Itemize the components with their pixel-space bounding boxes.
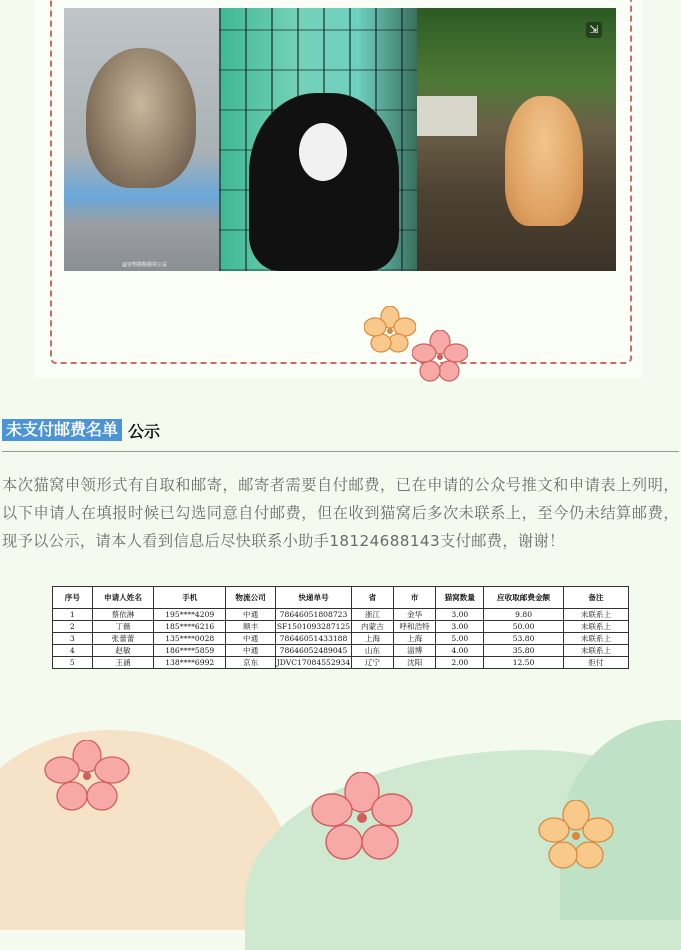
- black-cat-face: [299, 123, 347, 181]
- cell-city: 呼和浩特: [393, 621, 435, 633]
- photo-orange-cat[interactable]: [417, 8, 616, 271]
- col-header: 省: [351, 587, 393, 609]
- cell-quantity: 5.00: [436, 633, 484, 645]
- col-header: 应收取邮费金额: [484, 587, 564, 609]
- cell-quantity: 3.00: [436, 621, 484, 633]
- black-cat-shape: [249, 93, 399, 271]
- cell-courier: 顺丰: [226, 621, 276, 633]
- cell-remark: 未联系上: [563, 609, 628, 621]
- photo-watermark: @宠物猫粮猫窝公益: [122, 262, 168, 268]
- flower-icon: [310, 772, 414, 862]
- cell-index: 1: [53, 609, 93, 621]
- cell-remark: 未联系上: [563, 633, 628, 645]
- export-icon[interactable]: ⇲: [586, 22, 602, 38]
- cell-phone: 186****5859: [154, 645, 226, 657]
- cell-courier: 京东: [226, 657, 276, 669]
- cell-city: 上海: [393, 633, 435, 645]
- cell-index: 2: [53, 621, 93, 633]
- cell-amount: 53.80: [484, 633, 564, 645]
- cell-phone: 135****0028: [154, 633, 226, 645]
- photo-tabby-cat[interactable]: [64, 8, 219, 271]
- cell-name: 张蕾蕾: [92, 633, 154, 645]
- tabby-cat-shape: [86, 48, 196, 188]
- cell-name: 蔡依淋: [92, 609, 154, 621]
- flower-icon: [412, 330, 468, 384]
- table-header-row: [53, 587, 629, 609]
- flower-icon: [364, 306, 416, 354]
- cell-province: 山东: [351, 645, 393, 657]
- cell-amount: 12.50: [484, 657, 564, 669]
- cell-index: 5: [53, 657, 93, 669]
- notice-paragraph: 本次猫窝申领形式有自取和邮寄，邮寄者需要自付邮费，已在申请的公众号推文和申请表上列明，以下申请人在填报时候已勾选同意自付邮费，但在收到猫窝后多次未联系上，至今仍未结算邮费，现予以公示，请本人看到信息后尽快联系小助手18124688143支付邮费，谢谢！: [2, 476, 679, 550]
- col-header: 猫窝数量: [436, 587, 484, 609]
- photo-black-white-cat[interactable]: [219, 8, 417, 271]
- cell-name: 丁薇: [92, 621, 154, 633]
- flower-icon: [538, 800, 614, 872]
- cell-amount: 50.00: [484, 621, 564, 633]
- table-row: [53, 657, 629, 669]
- cell-tracking: 78646052489045: [276, 645, 352, 657]
- cell-courier: 中通: [226, 645, 276, 657]
- col-header: 市: [393, 587, 435, 609]
- section-header: [2, 419, 160, 441]
- cell-courier: 中通: [226, 609, 276, 621]
- cat-photo-gallery: [64, 8, 616, 271]
- cell-province: 辽宁: [351, 657, 393, 669]
- cell-province: 上海: [351, 633, 393, 645]
- cell-quantity: 3.00: [436, 609, 484, 621]
- col-header: 申请人姓名: [92, 587, 154, 609]
- cell-phone: 195****4209: [154, 609, 226, 621]
- cell-courier: 中通: [226, 633, 276, 645]
- cell-city: 沈阳: [393, 657, 435, 669]
- cell-amount: 35.80: [484, 645, 564, 657]
- cell-remark: 未联系上: [563, 645, 628, 657]
- section-tag: 未支付邮费名单: [2, 419, 122, 441]
- cell-index: 4: [53, 645, 93, 657]
- cell-index: 3: [53, 633, 93, 645]
- cell-amount: 9.80: [484, 609, 564, 621]
- cell-remark: 未联系上: [563, 621, 628, 633]
- cell-city: 金华: [393, 609, 435, 621]
- cell-tracking: SF1501093287125: [276, 622, 351, 631]
- table-row: [53, 621, 629, 633]
- cell-tracking: 78646051808723: [276, 609, 352, 621]
- col-header: 序号: [53, 587, 93, 609]
- col-header: 手机: [154, 587, 226, 609]
- unpaid-postage-table: [52, 586, 629, 669]
- flower-icon: [44, 740, 130, 812]
- cell-province: 浙江: [351, 609, 393, 621]
- cell-name: 赵敏: [92, 645, 154, 657]
- table-row: [53, 609, 629, 621]
- stone-block: [417, 96, 477, 136]
- cell-remark: 拒付: [563, 657, 628, 669]
- cell-name: 王涵: [92, 657, 154, 669]
- col-header: 快递单号: [276, 587, 352, 609]
- cell-tracking: JDVC17084552934: [276, 658, 351, 667]
- col-header: 备注: [563, 587, 628, 609]
- cell-quantity: 2.00: [436, 657, 484, 669]
- cell-quantity: 4.00: [436, 645, 484, 657]
- cell-phone: 185****6216: [154, 621, 226, 633]
- cell-tracking: 78646051433188: [276, 633, 352, 645]
- section-title: 公示: [128, 421, 161, 441]
- table-row: [53, 645, 629, 657]
- orange-cat-shape: [505, 96, 583, 226]
- cell-phone: 138****6992: [154, 657, 226, 669]
- col-header: 物流公司: [226, 587, 276, 609]
- cell-city: 淄博: [393, 645, 435, 657]
- table-row: [53, 633, 629, 645]
- cell-province: 内蒙古: [351, 621, 393, 633]
- divider: [2, 451, 679, 452]
